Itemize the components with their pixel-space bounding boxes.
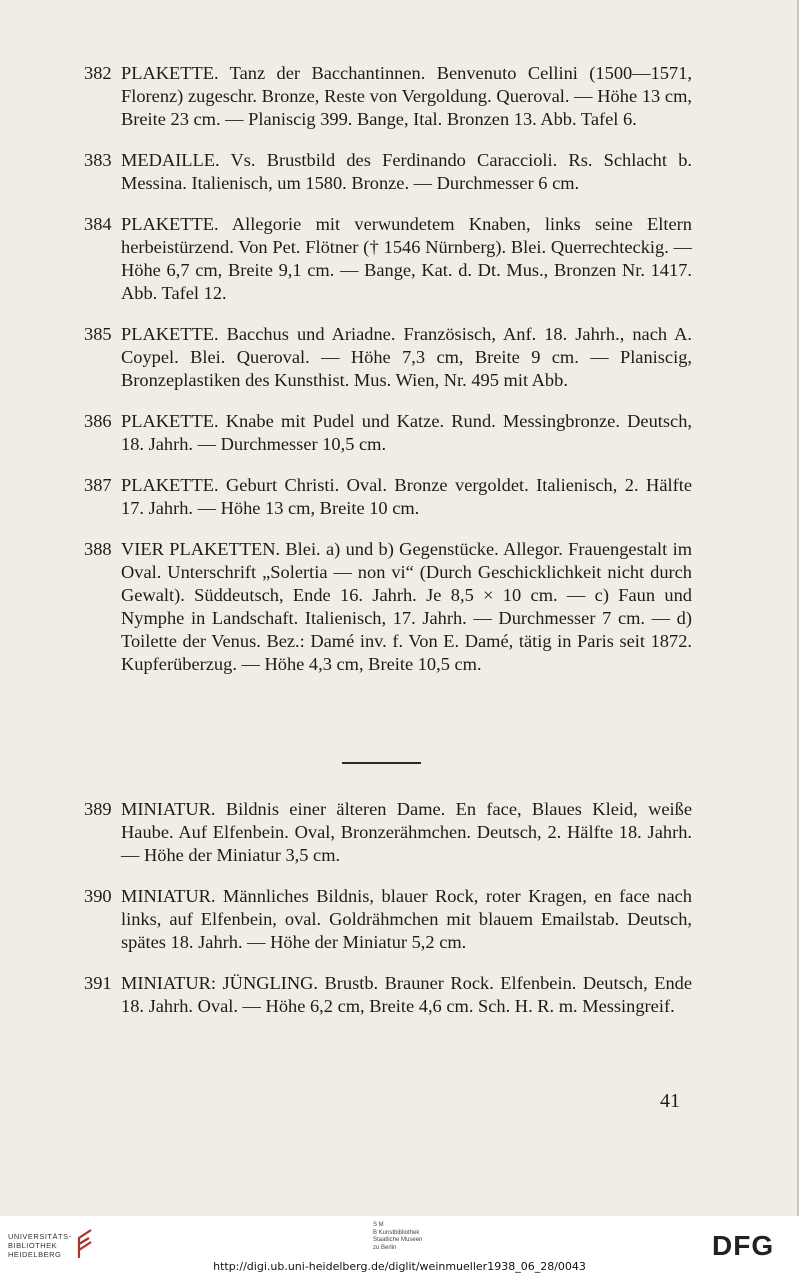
entry-number: 383 bbox=[84, 150, 112, 170]
catalog-entries-miniatures bbox=[84, 798, 692, 1036]
catalog-entry bbox=[84, 62, 692, 131]
logo-text-line: UNIVERSITÄTS- bbox=[8, 1232, 72, 1241]
entry-text: PLAKETTE. Tanz der Bacchantinnen. Benvenuto Cellini (1500—1571, Florenz) zugeschr. Bronze, Reste von Vergoldung. Queroval. — Höhe 13 cm, Breite 23 cm. — Planiscig 399. Bange, Ital. Bronzen 13. Abb. Tafel 6. bbox=[121, 63, 692, 129]
catalog-entry bbox=[84, 798, 692, 867]
catalog-entry bbox=[84, 538, 692, 676]
entry-text: MINIATUR. Männliches Bildnis, blauer Rock, roter Kragen, en face nach links, auf Elfenbein, oval. Goldrähmchen mit blauem Emailstab. Deutsch, spätes 18. Jahrh. — Höhe der Miniatur 5,2 cm. bbox=[121, 886, 692, 952]
logo-text-line: HEIDELBERG bbox=[8, 1250, 62, 1259]
entry-number: 384 bbox=[84, 214, 112, 234]
entry-number: 390 bbox=[84, 886, 112, 906]
catalog-entry bbox=[84, 972, 692, 1018]
entry-number: 382 bbox=[84, 63, 112, 83]
entry-number: 389 bbox=[84, 799, 112, 819]
entry-text: MINIATUR. Bildnis einer älteren Dame. En face, Blaues Kleid, weiße Haube. Auf Elfenbein. Oval, Bronzerähmchen. Deutsch, 2. Hälfte 18. Jahrh. — Höhe der Miniatur 3,5 cm. bbox=[121, 799, 692, 865]
entry-text: MEDAILLE. Vs. Brustbild des Ferdinando Caraccioli. Rs. Schlacht b. Messina. Italienisch, um 1580. Bronze. — Durchmesser 6 cm. bbox=[121, 150, 692, 193]
smb-line: Staatliche Museen bbox=[373, 1237, 423, 1243]
logo-text-line: BIBLIOTHEK bbox=[8, 1241, 58, 1250]
heidelberg-university-library-logo[interactable] bbox=[8, 1232, 72, 1259]
smb-line: zu Berlin bbox=[373, 1244, 397, 1251]
viewer-footer bbox=[0, 1216, 799, 1276]
section-divider bbox=[342, 762, 421, 764]
entry-text: MINIATUR: JÜNGLING. Brustb. Brauner Rock. Elfenbein. Deutsch, Ende 18. Jahrh. Oval. — Höhe 6,2 cm, Breite 4,6 cm. Sch. H. R. m. Messingreif. bbox=[121, 973, 692, 1016]
catalog-entry bbox=[84, 885, 692, 954]
smb-line: S M bbox=[373, 1222, 384, 1228]
entry-text: VIER PLAKETTEN. Blei. a) und b) Gegenstücke. Allegor. Frauengestalt im Oval. Unterschrift „Solertia — non vi“ (Durch Geschicklichkeit nicht durch Gewalt). Süddeutsch, Ende 16. Jahrh. Je 8,5 × 10 cm. — c) Faun und Nymphe in Landschaft. Italienisch, 17. Jahrh. — Durchmesser 7 cm. — d) Toilette der Venus. Bez.: Damé inv. f. Von E. Damé, tätig in Paris seit 1872. Kupferüberzug. — Höhe 4,3 cm, Breite 10,5 cm. bbox=[121, 539, 692, 674]
entry-number: 388 bbox=[84, 539, 112, 559]
entry-number: 386 bbox=[84, 411, 112, 431]
entry-text: PLAKETTE. Geburt Christi. Oval. Bronze vergoldet. Italienisch, 2. Hälfte 17. Jahrh. — Höhe 13 cm, Breite 10 cm. bbox=[121, 475, 692, 518]
catalog-entry bbox=[84, 149, 692, 195]
catalog-entries bbox=[84, 62, 692, 694]
entry-number: 387 bbox=[84, 475, 112, 495]
entry-text: PLAKETTE. Bacchus und Ariadne. Französisch, Anf. 18. Jahrh., nach A. Coypel. Blei. Queroval. — Höhe 7,3 cm, Breite 9 cm. — Planiscig, Bronzeplastiken des Kunsthist. Mus. Wien, Nr. 495 mit Abb. bbox=[121, 324, 692, 390]
smb-line: B Kunstbibliothek bbox=[373, 1229, 420, 1236]
entry-text: PLAKETTE. Knabe mit Pudel und Katze. Rund. Messingbronze. Deutsch, 18. Jahrh. — Durchmesser 10,5 cm. bbox=[121, 411, 692, 454]
catalog-entry bbox=[84, 410, 692, 456]
entry-number: 385 bbox=[84, 324, 112, 344]
university-seal-icon bbox=[75, 1228, 95, 1260]
dfg-logo[interactable]: DFG bbox=[712, 1230, 775, 1261]
entry-text: PLAKETTE. Allegorie mit verwundetem Knaben, links seine Eltern herbeistürzend. Von Pet. Flötner († 1546 Nürnberg). Blei. Querrechteckig. — Höhe 6,7 cm, Breite 9,1 cm. — Bange, Kat. d. Dt. Mus., Bronzen Nr. 1417. Abb. Tafel 12. bbox=[121, 214, 692, 303]
catalog-entry bbox=[84, 474, 692, 520]
catalog-entry bbox=[84, 323, 692, 392]
page-number: 41 bbox=[660, 1090, 680, 1112]
smb-kunstbibliothek-logo[interactable] bbox=[373, 1222, 422, 1252]
permalink-url[interactable]: http://digi.ub.uni-heidelberg.de/diglit/weinmueller1938_06_28/0043 bbox=[213, 1260, 586, 1273]
catalog-entry bbox=[84, 213, 692, 305]
entry-number: 391 bbox=[84, 973, 112, 993]
